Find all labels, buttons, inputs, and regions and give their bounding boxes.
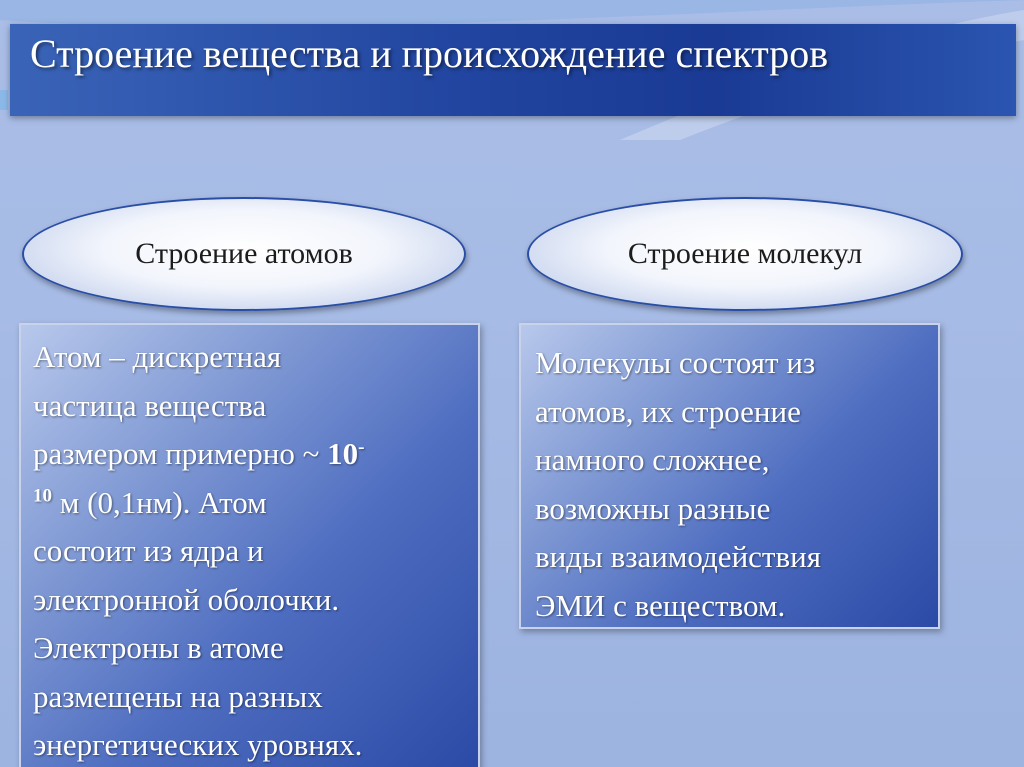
atom-size-exponent-base: 10 [327, 436, 359, 471]
atom-line [33, 430, 473, 479]
atom-line: частица вещества [33, 387, 267, 423]
molecule-description-text [535, 339, 935, 630]
atom-size-exponent-value: 10 [33, 485, 52, 507]
oval-atom-structure [22, 197, 466, 311]
slide-title: Строение вещества и происхождение спектров [30, 31, 829, 76]
atom-line: энергетических уровнях. [33, 727, 363, 762]
oval-molecule-structure [527, 197, 963, 311]
molecule-line: ЭМИ с веществом. [535, 587, 786, 623]
atom-line: состоит из ядра и [33, 533, 264, 568]
atom-size-exponent-sign: - [358, 436, 365, 458]
atom-line: Атом – дискретная [33, 339, 282, 374]
molecule-line: намного сложнее, [535, 442, 770, 477]
molecule-line: Молекулы состоят из [535, 345, 816, 380]
molecule-line: возможны разные [535, 490, 771, 526]
molecule-line: атомов, их строение [535, 393, 801, 429]
atom-description-text [33, 333, 473, 767]
atom-line: Электроны в атоме [33, 630, 284, 665]
oval-molecule-structure-label: Строение молекул [627, 237, 863, 270]
molecule-line: виды взаимодействия [535, 539, 821, 574]
atom-description-box [19, 323, 480, 767]
atom-line-part: размером примерно ~ [33, 436, 328, 471]
molecule-description-box [519, 323, 940, 629]
atom-line: размещены на разных [33, 678, 323, 714]
oval-atom-structure-label: Строение атомов [135, 237, 353, 270]
atom-line: электронной оболочки. [33, 581, 340, 617]
atom-line [33, 479, 473, 528]
atom-line-part: м (0,1нм). Атом [52, 484, 267, 520]
